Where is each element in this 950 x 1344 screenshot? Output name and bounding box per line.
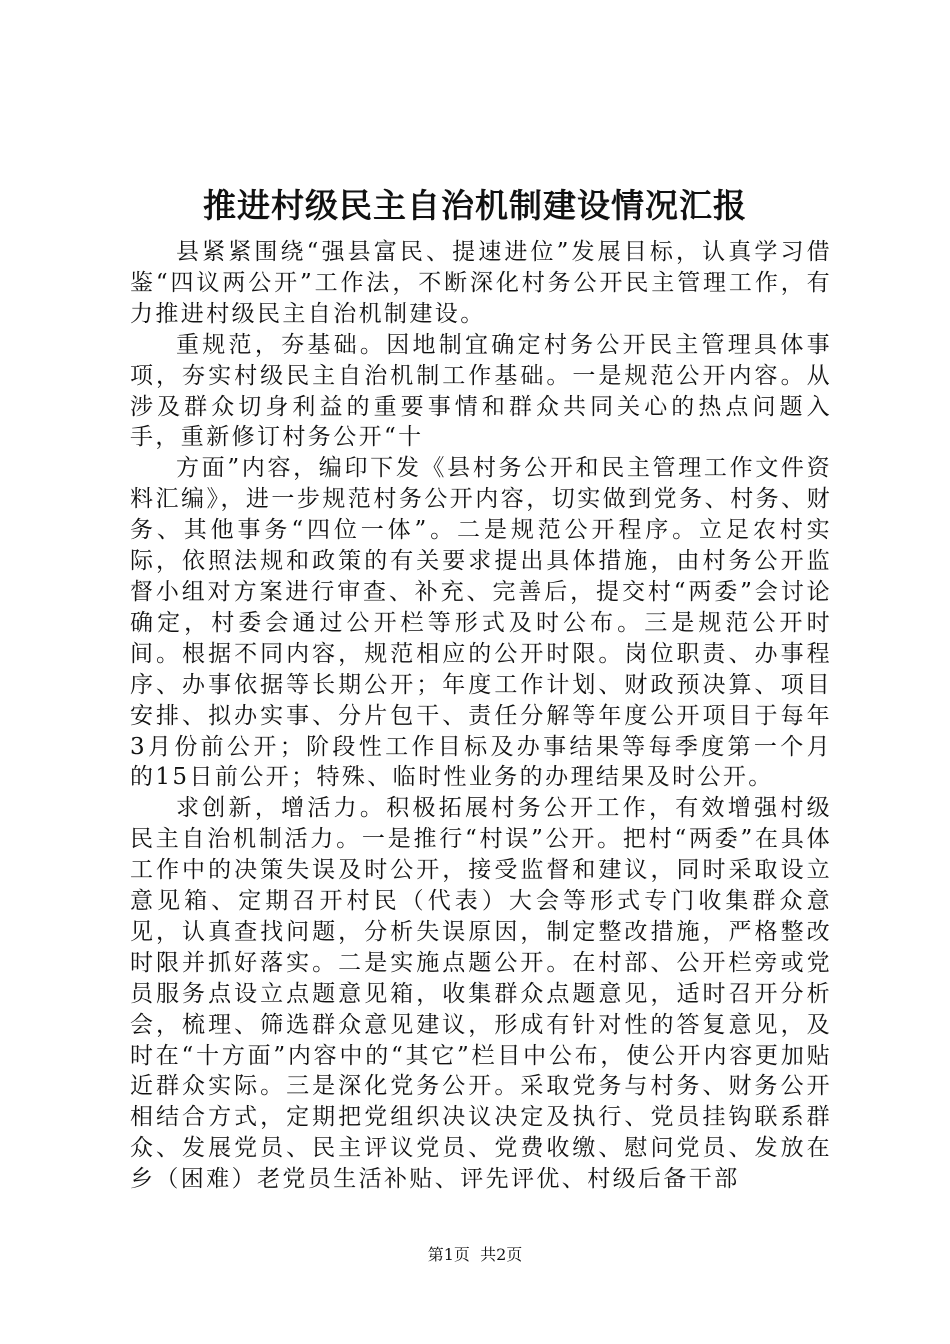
document-body — [130, 237, 832, 1195]
page-total: 共2页 — [480, 1245, 523, 1264]
page-footer — [0, 1243, 950, 1267]
paragraph-standardize-continued: 方面”内容，编印下发《县村务公开和民主管理工作文件资料汇编》，进一步规范村务公开内容，切实做到党务、村务、财务、其他事务“四位一体”。二是规范公开程序。立足农村实际，依照法规和政策的有关要求提出具体措施，由村务公开监督小组对方案进行审查、补充、完善后，提交村“两委”会讨论确定，村委会通过公开栏等形式及时公布。三是规范公开时间。根据不同内容，规范相应的公开时限。岗位职责、办事程序、办事依据等长期公开；年度工作计划、财政预决算、项目安排、拟办实事、分片包干、责任分解等年度公开项目于每年3月份前公开；阶段性工作目标及办事结果等每季度第一个月的15日前公开；特殊、临时性业务的办理结果及时公开。 — [130, 455, 832, 791]
paragraph-innovation: 求创新，增活力。积极拓展村务公开工作，有效增强村级民主自治机制活力。一是推行“村误”公开。把村“两委”在具体工作中的决策失误及时公开，接受监督和建议，同时采取设立意见箱、定期召开村民（代表）大会等形式专门收集群众意见，认真查找问题，分析失误原因，制定整改措施，严格整改时限并抓好落实。二是实施点题公开。在村部、公开栏旁或党员服务点设立点题意见箱，收集群众点题意见，适时召开分析会，梳理、筛选群众意见建议，形成有针对性的答复意见，及时在“十方面”内容中的“其它”栏目中公布，使公开内容更加贴近群众实际。三是深化党务公开。采取党务与村务、财务公开相结合方式，定期把党组织决议决定及执行、党员挂钩联系群众、发展党员、民主评议党员、党费收缴、慰问党员、发放在乡（困难）老党员生活补贴、评先评优、村级后备干部 — [130, 795, 832, 1193]
page-number: 第1页 — [427, 1245, 470, 1264]
document-title: 推进村级民主自治机制建设情况汇报 — [203, 186, 747, 225]
paragraph-intro: 县紧紧围绕“强县富民、提速进位”发展目标，认真学习借鉴“四议两公开”工作法，不断深化村务公开民主管理工作，有力推进村级民主自治机制建设。 — [130, 239, 832, 327]
paragraph-standardize: 重规范，夯基础。因地制宜确定村务公开民主管理具体事项，夯实村级民主自治机制工作基础。一是规范公开内容。从涉及群众切身利益的重要事情和群众共同关心的热点问题入手，重新修订村务公开“十 — [130, 331, 832, 451]
